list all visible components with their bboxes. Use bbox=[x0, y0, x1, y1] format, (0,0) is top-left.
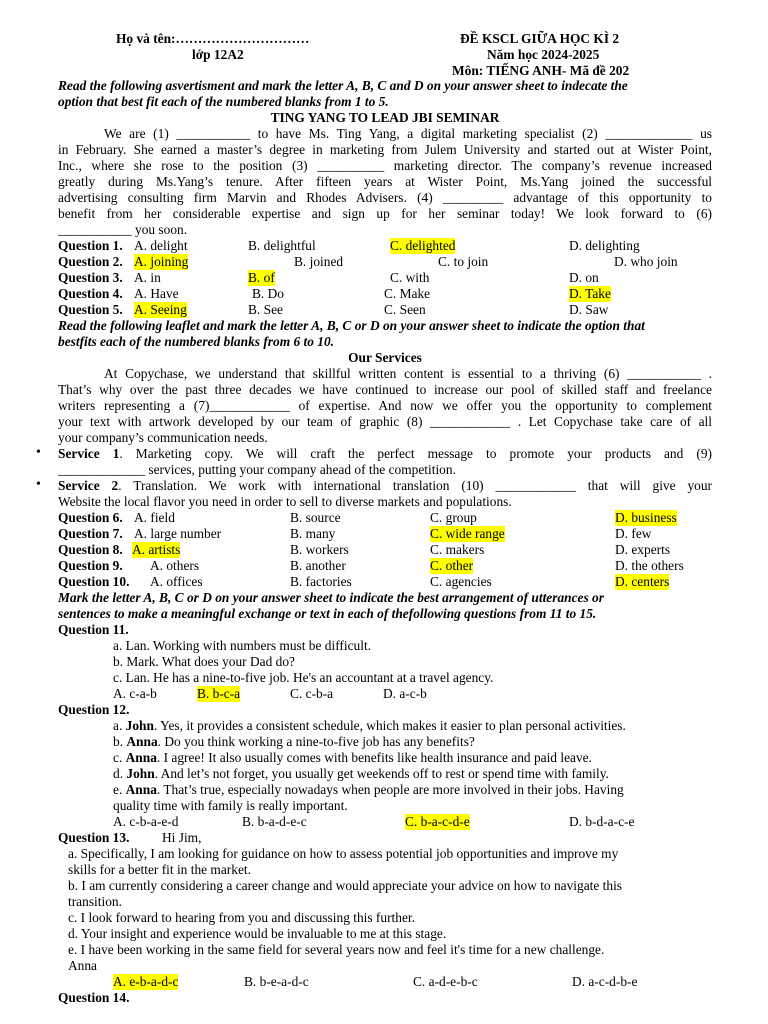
question-label: Question 14. bbox=[58, 990, 130, 1005]
utterance-letter: e. bbox=[113, 782, 126, 797]
subject-code: Môn: TIẾNG ANH- Mã đề 202 bbox=[452, 63, 630, 78]
part1-para-line: greatly during Ms.Yang’s tenure. After fifteen years at Wister Point, Ms.Yang joined the successful bbox=[58, 174, 712, 189]
school-year: Năm học 2024-2025 bbox=[487, 47, 600, 62]
utterance-letter: a. bbox=[113, 718, 126, 733]
question-label: Question 6. bbox=[58, 510, 123, 525]
question-label: Question 3. bbox=[58, 270, 123, 285]
utterance bbox=[113, 750, 712, 766]
option-c-selected[interactable]: C. wide range bbox=[430, 526, 505, 541]
option-c[interactable]: C. agencies bbox=[430, 574, 492, 589]
utterance-letter: c. bbox=[113, 750, 126, 765]
part1-para-line: advertising consulting firm Marvin and Rhodes Advisers. (4) _________ advantage of this opportunity to bbox=[58, 190, 712, 205]
option-b[interactable]: B. b-a-d-e-c bbox=[242, 814, 307, 829]
utterance-text: . Do you think working a nine-to-five job has any benefits? bbox=[157, 734, 475, 749]
question-label: Question 13. bbox=[58, 830, 130, 845]
option-b[interactable]: B. workers bbox=[290, 542, 349, 557]
option-a-selected[interactable]: A. e-b-a-d-c bbox=[113, 974, 179, 989]
part1-para-line: ___________ you soon. bbox=[58, 222, 188, 237]
option-d[interactable]: D. on bbox=[569, 270, 599, 285]
part2-para-line: That’s why over the past three decades we have continued to increase our pool of skilled staff and freelance bbox=[58, 382, 712, 397]
option-c-selected[interactable]: C. delighted bbox=[390, 238, 456, 253]
part1-para-line: benefit from her considerable expertise and sign up for her seminar today! We look forward to (6) bbox=[58, 206, 712, 221]
option-a[interactable]: A. c-b-a-e-d bbox=[113, 814, 179, 829]
option-b[interactable]: B. joined bbox=[294, 254, 344, 269]
part1-instruction-2: option that best fit each of the numbered blanks from 1 to 5. bbox=[58, 94, 389, 109]
letter-sentence: a. Specifically, I am looking for guidance on how to assess potential job opportunities and improve my bbox=[68, 846, 619, 861]
option-b[interactable]: B. another bbox=[290, 558, 346, 573]
question-label: Question 1. bbox=[58, 238, 123, 253]
option-d[interactable]: D. Saw bbox=[569, 302, 609, 317]
letter-sentence: e. I have been working in the same field for several years now and feel it's time for a new challenge. bbox=[68, 942, 605, 957]
option-d[interactable]: D. the others bbox=[615, 558, 684, 573]
service2-text: . Translation. We work with international translation (10) ____________ that will give your bbox=[118, 478, 713, 493]
option-a-selected[interactable]: A. Seeing bbox=[134, 302, 187, 317]
option-c[interactable]: C. makers bbox=[430, 542, 485, 557]
name-label: Họ và tên:………………………… bbox=[116, 31, 310, 46]
question-label: Question 8. bbox=[58, 542, 123, 557]
part2-para-line: writers representing a (7)____________ of expertise. And now we offer you the opportunity to complement bbox=[58, 398, 712, 413]
utterance: a. Lan. Working with numbers must be difficult. bbox=[113, 638, 372, 653]
question-label: Question 2. bbox=[58, 254, 123, 269]
option-c-selected[interactable]: C. b-a-c-d-e bbox=[405, 814, 470, 829]
option-a[interactable]: A. others bbox=[150, 558, 200, 573]
utterance bbox=[113, 766, 712, 782]
option-b-selected[interactable]: B. of bbox=[248, 270, 275, 285]
option-d[interactable]: D. who join bbox=[614, 254, 678, 269]
option-a[interactable]: A. field bbox=[134, 510, 175, 525]
option-c[interactable]: C. Make bbox=[384, 286, 431, 301]
part2-para-line: At Copychase, we understand that skillful written content is essential to a thriving (6) ___________ . bbox=[104, 366, 712, 381]
service2-line bbox=[58, 478, 712, 494]
option-c[interactable]: C. c-b-a bbox=[290, 686, 334, 701]
utterance bbox=[113, 734, 712, 750]
utterance-text: . Yes, it provides a consistent schedule, which makes it easier to plan personal activities. bbox=[153, 718, 626, 733]
utterance-text: . That’s true, especially nowadays when people are more involved in their jobs. Having bbox=[156, 782, 624, 797]
exam-title: ĐỀ KSCL GIỮA HỌC KÌ 2 bbox=[460, 31, 620, 46]
speaker-name: John bbox=[126, 766, 155, 781]
question-label: Question 5. bbox=[58, 302, 123, 317]
part2-instruction-1: Read the following leaflet and mark the letter A, B, C or D on your answer sheet to indicate the option that bbox=[58, 318, 645, 333]
option-c[interactable]: C. Seen bbox=[384, 302, 426, 317]
option-d-selected[interactable]: D. centers bbox=[615, 574, 670, 589]
service1-line bbox=[58, 446, 712, 462]
utterance-text: . And let’s not forget, you usually get weekends off to rest or spend time with family. bbox=[154, 766, 609, 781]
option-b[interactable]: B. factories bbox=[290, 574, 352, 589]
option-b[interactable]: B. delightful bbox=[248, 238, 316, 253]
part2-para-line: your company’s communication needs. bbox=[58, 430, 268, 445]
bullet-icon: • bbox=[36, 445, 41, 460]
utterance bbox=[113, 782, 712, 798]
option-a[interactable]: A. delight bbox=[134, 238, 188, 253]
utterance-text: . I agree! It also usually comes with benefits like health insurance and paid leave. bbox=[156, 750, 592, 765]
class-label: lớp 12A2 bbox=[192, 47, 244, 62]
option-d-selected[interactable]: D. Take bbox=[569, 286, 611, 301]
option-d[interactable]: D. a-c-d-b-e bbox=[572, 974, 638, 989]
utterance: c. Lan. He has a nine-to-five job. He's an accountant at a travel agency. bbox=[113, 670, 494, 685]
option-d[interactable]: D. b-d-a-c-e bbox=[569, 814, 635, 829]
question-label: Question 9. bbox=[58, 558, 123, 573]
service2-line: Website the local flavor you need in order to sell to diverse markets and populations. bbox=[58, 494, 512, 509]
part1-para-line: Inc., where she rose to the position (3) __________ marketing director. The company’s revenue increased bbox=[58, 158, 712, 173]
letter-greeting: Hi Jim, bbox=[162, 830, 202, 845]
service1-label: Service 1 bbox=[58, 446, 120, 461]
utterance-letter: d. bbox=[113, 766, 127, 781]
letter-sentence: c. I look forward to hearing from you and discussing this further. bbox=[68, 910, 415, 925]
option-b[interactable]: B. Do bbox=[252, 286, 284, 301]
option-d[interactable]: D. experts bbox=[615, 542, 671, 557]
question-label: Question 7. bbox=[58, 526, 123, 541]
question-label: Question 11. bbox=[58, 622, 129, 637]
option-c[interactable]: C. with bbox=[390, 270, 430, 285]
speaker-name: John bbox=[125, 718, 154, 733]
option-a[interactable]: A. Have bbox=[134, 286, 179, 301]
option-d[interactable]: D. delighting bbox=[569, 238, 640, 253]
question-label: Question 12. bbox=[58, 702, 130, 717]
letter-signature: Anna bbox=[68, 958, 98, 973]
option-b[interactable]: B. b-e-a-d-c bbox=[244, 974, 309, 989]
speaker-name: Anna bbox=[125, 750, 157, 765]
question-label: Question 4. bbox=[58, 286, 123, 301]
part3-instruction-2: sentences to make a meaningful exchange or text in each of thefollowing questions from 11 to 15. bbox=[58, 606, 597, 621]
bullet-icon: • bbox=[36, 477, 41, 492]
utterance: b. Mark. What does your Dad do? bbox=[113, 654, 295, 669]
utterance-letter: b. bbox=[113, 734, 127, 749]
option-a[interactable]: A. c-a-b bbox=[113, 686, 157, 701]
utterance bbox=[113, 718, 712, 734]
part2-title: Our Services bbox=[348, 350, 422, 365]
letter-sentence: d. Your insight and experience would be invaluable to me at this stage. bbox=[68, 926, 447, 941]
service1-line: _____________ services, putting your company ahead of the competition. bbox=[58, 462, 456, 477]
utterance: quality time with family is really important. bbox=[113, 798, 348, 813]
part2-instruction-2: bestfits each of the numbered blanks from 6 to 10. bbox=[58, 334, 334, 349]
speaker-name: Anna bbox=[125, 782, 157, 797]
letter-sentence: skills for a better fit in the market. bbox=[68, 862, 251, 877]
option-a[interactable]: A. large number bbox=[134, 526, 222, 541]
letter-sentence: b. I am currently considering a career change and would appreciate your advice on how to navigate this bbox=[68, 878, 623, 893]
part1-para-line: in February. She earned a master’s degree in marketing from Julem University and started out at Wister Point, bbox=[58, 142, 712, 157]
option-a[interactable]: A. offices bbox=[150, 574, 203, 589]
option-d[interactable]: D. a-c-b bbox=[383, 686, 427, 701]
part1-instruction-1: Read the following asvertisment and mark the letter A, B, C and D on your answer sheet to indecate the bbox=[58, 78, 628, 93]
option-a-selected[interactable]: A. artists bbox=[132, 542, 181, 557]
part1-para-line: We are (1) ___________ to have Ms. Ting Yang, a digital marketing specialist (2) _____________ us bbox=[104, 126, 712, 141]
option-b-selected[interactable]: B. b-c-a bbox=[197, 686, 241, 701]
speaker-name: Anna bbox=[126, 734, 158, 749]
option-c[interactable]: C. a-d-e-b-c bbox=[413, 974, 478, 989]
option-b[interactable]: B. See bbox=[248, 302, 283, 317]
option-d[interactable]: D. few bbox=[615, 526, 652, 541]
service1-text: . Marketing copy. We will craft the perfect message to promote your products and (9) bbox=[119, 446, 712, 461]
question-label: Question 10. bbox=[58, 574, 130, 589]
service2-label: Service 2 bbox=[58, 478, 119, 493]
option-d-selected[interactable]: D. business bbox=[615, 510, 677, 525]
option-c[interactable]: C. to join bbox=[438, 254, 489, 269]
option-a[interactable]: A. in bbox=[134, 270, 161, 285]
part1-title: TING YANG TO LEAD JBI SEMINAR bbox=[270, 110, 500, 125]
option-c[interactable]: C. group bbox=[430, 510, 477, 525]
option-a-selected[interactable]: A. joining bbox=[134, 254, 189, 269]
option-b[interactable]: B. many bbox=[290, 526, 336, 541]
option-b[interactable]: B. source bbox=[290, 510, 341, 525]
option-c-selected[interactable]: C. other bbox=[430, 558, 474, 573]
letter-sentence: transition. bbox=[68, 894, 122, 909]
part3-instruction-1: Mark the letter A, B, C or D on your answer sheet to indicate the best arrangement of utterances or bbox=[58, 590, 604, 605]
part2-para-line: your text with artwork developed by our team of graphic (8) ____________ . Let Copychase take care of all bbox=[58, 414, 712, 429]
